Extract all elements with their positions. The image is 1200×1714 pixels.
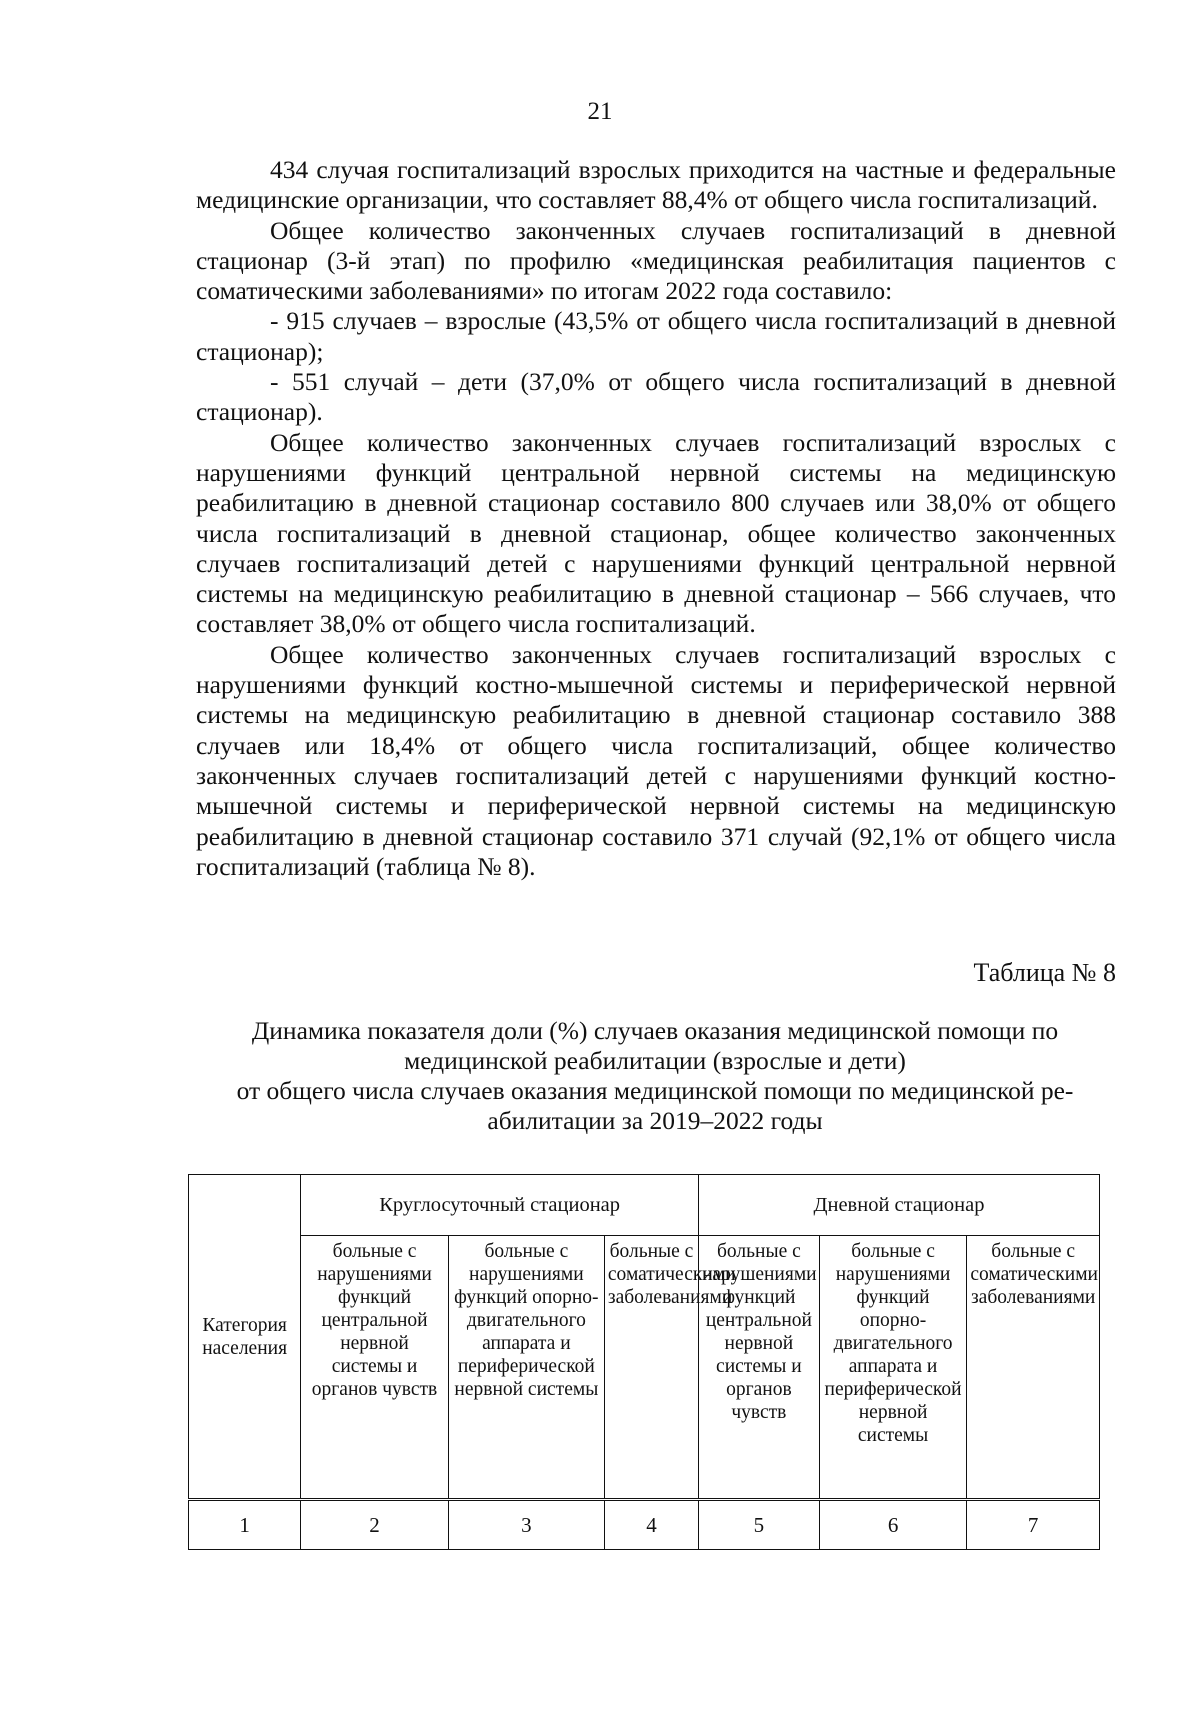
table-title-line: абилитации за 2019–2022 годы [487,1106,823,1135]
column-header: больные с соматическими заболеваниями [604,1236,698,1500]
group-header-day: Дневной стационар [698,1175,1099,1236]
paragraph-children-count: - 551 случай – дети (37,0% от общего числа госпитализаций в дневной стационар). [196,367,1116,427]
column-header: больные с нарушениями функций опорно-двигательного аппарата и периферической нервной системы [819,1236,967,1500]
table-title-line: от общего числа случаев оказания медицинской помощи по медицинской ре- [236,1076,1074,1105]
category-header: Категория населения [189,1175,301,1500]
paragraph-cns-cases: Общее количество законченных случаев госпитализаций взрослых с нарушениями функций центральной нервной системы на медицинскую реабилитацию в дневной стационар составило 800 случаев или 38,0% от общего числа госпитализаций в дневной стационар, общее количество законченных случаев госпитализаций детей с нарушениями функций центральной нервной системы на медицинскую реабилитацию в дневной стационар – 566 случаев, что составляет 38,0% от общего числа госпитализаций. [196,427,1116,639]
table-header-row [189,1175,1100,1236]
table-title-line: Динамика показателя доли (%) случаев оказания медицинской помощи по [251,1016,1059,1045]
paragraph-adults-count: - 915 случаев – взрослые (43,5% от общего числа госпитализаций в дневной стационар); [196,306,1116,366]
column-header: больные с соматическими заболеваниями [967,1236,1100,1500]
column-number-row [189,1500,1100,1550]
column-number: 2 [301,1500,449,1550]
column-number: 4 [604,1500,698,1550]
column-number: 1 [189,1500,301,1550]
body-text [196,155,1116,882]
column-number: 3 [448,1500,604,1550]
column-header: больные с нарушениями функций опорно-двигательного аппарата и периферической нервной системы [448,1236,604,1500]
paragraph-private-federal: 434 случая госпитализаций взрослых приходится на частные и федеральные медицинские организации, что составляет 88,4% от общего числа госпитализаций. [196,155,1116,215]
table-title [190,1016,1120,1136]
column-number: 5 [698,1500,819,1550]
table-caption: Таблица № 8 [973,958,1116,987]
column-number: 6 [819,1500,967,1550]
table-title-line: медицинской реабилитации (взрослые и дети) [404,1046,906,1075]
paragraph-musculoskeletal-cases: Общее количество законченных случаев госпитализаций взрослых с нарушениями функций костно-мышечной системы и периферической нервной системы на медицинскую реабилитацию в дневной стационар составило 388 случаев или 18,4% от общего числа госпитализаций, общее количество законченных случаев госпитализаций детей с нарушениями функций костно-мышечной системы и периферической нервной системы на медицинскую реабилитацию в дневной стационар составило 371 случай (92,1% от общего числа госпитализаций (таблица № 8). [196,639,1116,881]
page-number: 21 [587,98,613,125]
column-header: больные с нарушениями функций центральной нервной системы и органов чувств [301,1236,449,1500]
column-number: 7 [967,1500,1100,1550]
table-subheader-row [189,1236,1100,1500]
rehabilitation-share-table [188,1174,1100,1550]
paragraph-day-stationary-total: Общее количество законченных случаев госпитализаций в дневной стационар (3-й этап) по профилю «медицинская реабилитация пациентов с соматическими заболеваниями» по итогам 2022 года составило: [196,215,1116,306]
group-header-round-the-clock: Круглосуточный стационар [301,1175,699,1236]
column-header: больные с нарушениями функций центральной нервной системы и органов чувств [698,1236,819,1500]
